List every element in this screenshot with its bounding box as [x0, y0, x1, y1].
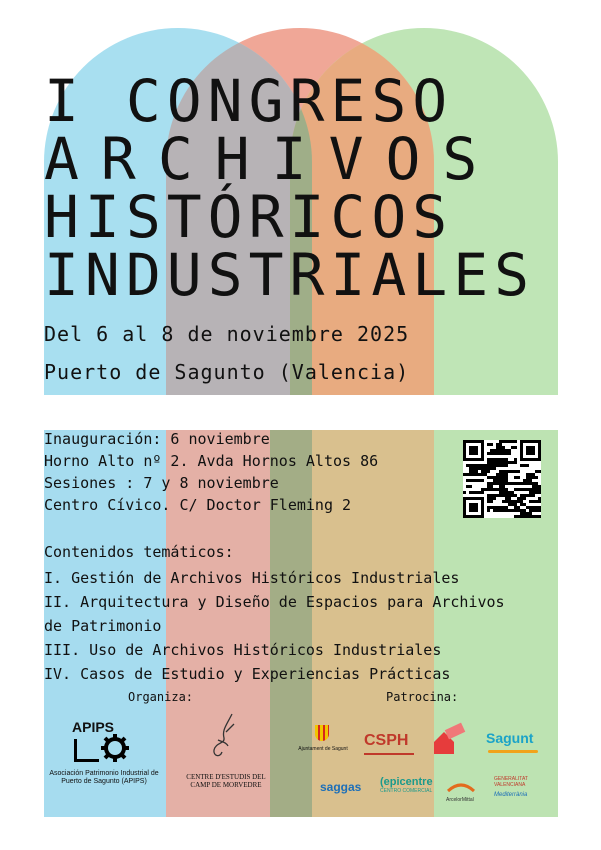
topic-item: de Patrimonio: [44, 617, 162, 635]
shield-icon: [315, 725, 329, 741]
generalitat-name: GENERALITAT VALENCIANA: [494, 776, 528, 788]
csph-name: CSPH: [364, 732, 409, 749]
topics-section: [44, 540, 574, 686]
centre-caption-1: CENTRE D'ESTUDIS DEL: [186, 773, 266, 781]
info-line: Centro Cívico. C/ Doctor Fleming 2: [44, 496, 352, 514]
arcelor-name: ArcelorMittal: [446, 797, 474, 803]
csph-logo: [360, 726, 420, 762]
title-line-4: INDUSTRIALES: [44, 241, 536, 309]
csph-underline: [364, 753, 414, 755]
apips-logo: [70, 715, 150, 765]
event-dates: Del 6 al 8 de noviembre 2025: [44, 322, 410, 346]
info-line: Inauguración: 6 noviembre: [44, 430, 270, 448]
qr-code[interactable]: [463, 440, 541, 518]
topic-item: II. Arquitectura y Diseño de Espacios para Archivos: [44, 593, 505, 611]
sagunt-name: Sagunt: [486, 730, 534, 746]
topic-item: IV. Casos de Estudio y Experiencias Prácticas: [44, 665, 451, 683]
patrocina-label: Patrocina:: [386, 690, 459, 704]
apips-icon-bars: [74, 739, 99, 762]
arcelor-logo: [446, 778, 486, 802]
title-line-2: ARCHIVOS: [44, 125, 500, 193]
info-line: Sesiones : 7 y 8 noviembre: [44, 474, 279, 492]
epicentre-name: (epicentre: [380, 776, 433, 788]
event-place: Puerto de Sagunto (Valencia): [44, 360, 410, 384]
centre-caption-2: CAMP DE MORVEDRE: [190, 781, 262, 789]
epicentre-logo: [380, 776, 440, 794]
info-line: Horno Alto nº 2. Avda Hornos Altos 86: [44, 452, 379, 470]
topics-heading: Contenidos temáticos:: [44, 543, 234, 561]
mediterrania-name: Mediterrània: [494, 792, 528, 798]
title-line-3: HISTÓRICOS: [44, 183, 454, 251]
poster-title: [44, 67, 584, 309]
ajuntament-logo: [298, 725, 348, 759]
apips-caption: Asociación Patrimonio Industrial de Puerto de Sagunto (APIPS): [49, 770, 159, 785]
event-info: [44, 428, 378, 516]
generalitat-logo: [494, 776, 544, 798]
title-line-1: I CONGRESO: [44, 67, 454, 135]
topic-item: III. Uso de Archivos Históricos Industriales: [44, 641, 442, 659]
signature-emblem: [204, 712, 244, 762]
ajuntament-name: Ajuntament de Sagunt: [298, 746, 348, 752]
house-logo: [428, 722, 468, 758]
house-icon: [428, 722, 468, 758]
sagunt-wave: [488, 750, 538, 753]
sagunt-logo: [486, 724, 546, 760]
arcelor-swoosh-icon: [446, 781, 476, 793]
topic-item: I. Gestión de Archivos Históricos Industriales: [44, 569, 460, 587]
organiza-label: Organiza:: [128, 690, 194, 704]
saggas-logo: saggas: [320, 780, 362, 794]
epicentre-sub: CENTRO COMERCIAL: [380, 788, 433, 794]
gear-icon: [100, 733, 130, 763]
apips-name: APIPS: [72, 719, 115, 735]
